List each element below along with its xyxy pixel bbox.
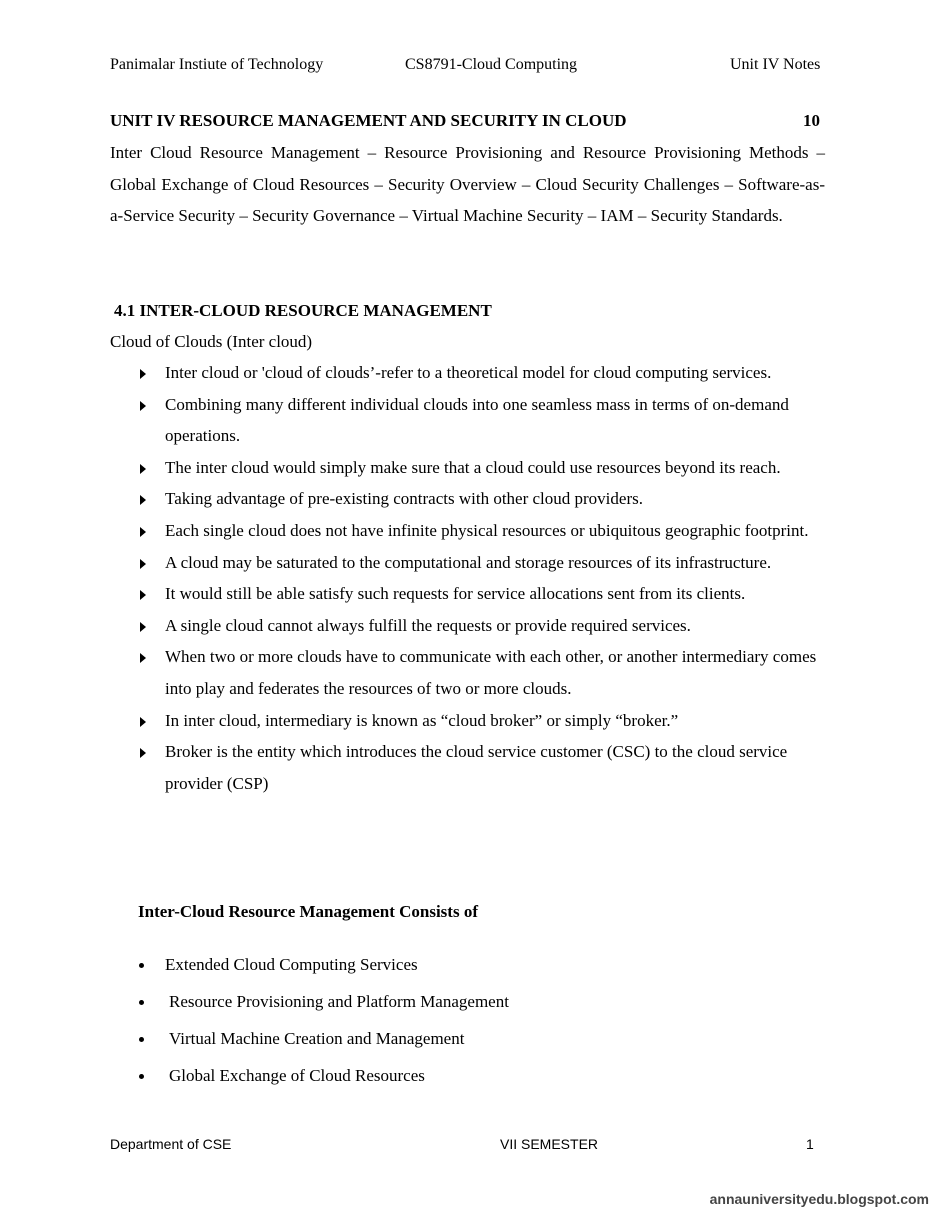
arrow-bullet-icon xyxy=(140,401,146,411)
arrow-bullet-icon xyxy=(140,653,146,663)
intercloud-bullet-list xyxy=(0,357,935,799)
list-item: Virtual Machine Creation and Management xyxy=(169,1029,465,1048)
unit-hours: 10 xyxy=(803,111,820,130)
unit-syllabus: Inter Cloud Resource Management – Resource Provisioning and Resource Provisioning Methods – Global Exchange of Cloud Resources – Security Overview – Cloud Security Challenges – Software-as-a-Service Security – Security Governance – Virtual Machine Security – IAM – Security Standards. xyxy=(110,143,825,226)
footer-semester: VII SEMESTER xyxy=(500,1136,599,1152)
dot-bullet-icon xyxy=(139,1037,144,1042)
arrow-bullet-icon xyxy=(140,590,146,600)
header-unit: Unit IV Notes xyxy=(730,56,821,73)
dot-bullet-icon xyxy=(139,963,144,968)
arrow-bullet-icon xyxy=(140,622,146,632)
footer-department: Department of CSE xyxy=(110,1136,232,1152)
list-item: It would still be able satisfy such requests for service allocations sent from its clients. xyxy=(0,578,935,610)
arrow-bullet-icon xyxy=(140,369,146,379)
header-institute: Panimalar Instiute of Technology xyxy=(110,56,324,73)
list-item: Each single cloud does not have infinite physical resources or ubiquitous geographic footprint. xyxy=(0,515,935,547)
list-item: When two or more clouds have to communicate with each other, or another intermediary comes into play and federates the resources of two or more clouds. xyxy=(0,641,935,704)
watermark-url: annauniversityedu.blogspot.com xyxy=(709,1191,929,1207)
arrow-bullet-icon xyxy=(140,464,146,474)
list-item: Combining many different individual clouds into one seamless mass in terms of on-demand operations. xyxy=(0,389,935,452)
section-subheading: Cloud of Clouds (Inter cloud) xyxy=(110,332,313,351)
consists-heading: Inter-Cloud Resource Management Consists of xyxy=(138,902,478,921)
arrow-bullet-icon xyxy=(140,527,146,537)
arrow-bullet-icon xyxy=(140,717,146,727)
list-item: Inter cloud or 'cloud of clouds’-refer to a theoretical model for cloud computing services. xyxy=(0,357,935,389)
dot-bullet-icon xyxy=(139,1074,144,1079)
arrow-bullet-icon xyxy=(140,495,146,505)
list-item: Broker is the entity which introduces the cloud service customer (CSC) to the cloud service provider (CSP) xyxy=(0,736,935,799)
list-item: Resource Provisioning and Platform Management xyxy=(169,992,509,1011)
page-number: 1 xyxy=(806,1136,814,1152)
dot-bullet-icon xyxy=(139,1000,144,1005)
list-item: The inter cloud would simply make sure that a cloud could use resources beyond its reach. xyxy=(0,452,935,484)
section-heading: 4.1 INTER-CLOUD RESOURCE MANAGEMENT xyxy=(114,301,492,320)
list-item: Extended Cloud Computing Services xyxy=(165,955,418,974)
header-course: CS8791-Cloud Computing xyxy=(405,56,578,73)
unit-title: UNIT IV RESOURCE MANAGEMENT AND SECURITY IN CLOUD xyxy=(110,111,627,130)
arrow-bullet-icon xyxy=(140,748,146,758)
list-item: In inter cloud, intermediary is known as “cloud broker” or simply “broker.” xyxy=(0,705,935,737)
list-item: Taking advantage of pre-existing contracts with other cloud providers. xyxy=(0,483,935,515)
list-item: A single cloud cannot always fulfill the requests or provide required services. xyxy=(0,610,935,642)
list-item: A cloud may be saturated to the computational and storage resources of its infrastructure. xyxy=(0,547,935,579)
arrow-bullet-icon xyxy=(140,559,146,569)
list-item: Global Exchange of Cloud Resources xyxy=(169,1066,425,1085)
